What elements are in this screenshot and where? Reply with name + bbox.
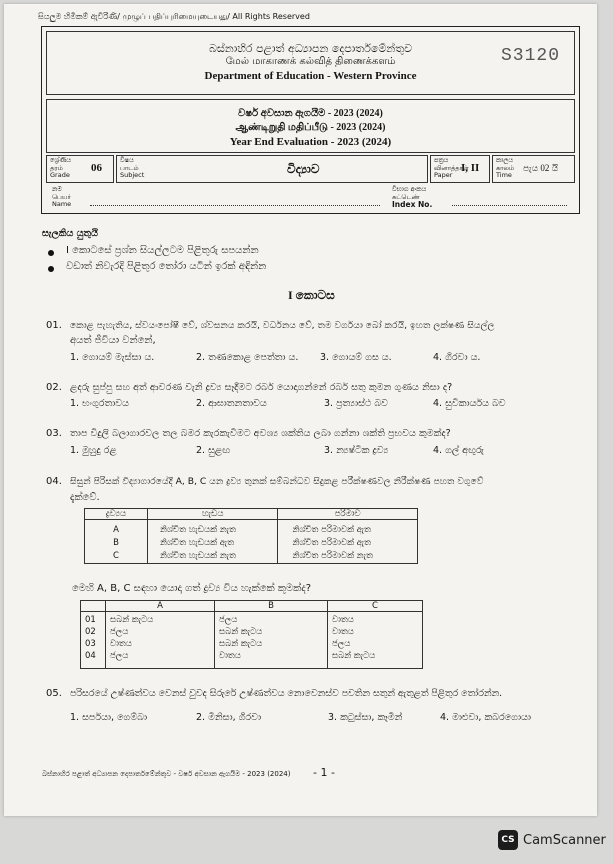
grade-label-en: Grade	[50, 171, 70, 179]
paper-code: S3120	[500, 46, 560, 66]
subject-label-si: විෂය	[120, 156, 134, 164]
instructions-title: සැලකිය යුතුයි	[42, 228, 98, 239]
grade-value: 06	[91, 162, 102, 174]
q4-sub-question: මෙහි A, B, C සඳහා යොදා ගත් ද්‍රව්‍ය විය හැක්කේ කුමක්ද?	[72, 583, 312, 594]
cell-text: C	[113, 551, 119, 561]
name-field[interactable]	[90, 205, 380, 206]
name-label	[52, 186, 71, 209]
table-cell	[85, 520, 148, 564]
name-label-ta: பெயர்	[52, 192, 71, 201]
cell-text: ජලය	[332, 639, 351, 649]
q4-options-table	[80, 600, 423, 669]
q1-option-2[interactable]: 2. තණකොළ පෙත්තා ය.	[196, 352, 299, 363]
time-value: පැය 02 යි	[523, 163, 559, 173]
page-number: - 1 -	[313, 766, 335, 779]
q1-option-1[interactable]: 1. ගොයම් මැස්සා ය.	[70, 352, 155, 363]
index-field[interactable]	[452, 205, 567, 206]
q2-option-1[interactable]: 1. භංගුරතාවය	[70, 398, 130, 409]
q3-option-3[interactable]: 3. න්‍යෂ්ටික ද්‍රව්‍ය	[324, 445, 389, 456]
q5-number: 05.	[46, 688, 62, 699]
subject-box	[116, 155, 428, 183]
dept-sinhala: බස්නාහිර පළාත් අධ්‍යාපන දෙපාර්තමේන්තුව	[208, 42, 413, 55]
cell-text: වාතය	[332, 615, 354, 625]
q5-option-3[interactable]: 3. කටුස්සා, කෑමීන්	[328, 712, 403, 723]
subject-value: විද්‍යාව	[287, 162, 320, 176]
q2-option-3[interactable]: 3. ප්‍රත්‍යාස්ථ බව	[324, 398, 388, 409]
index-label-si: විභාග අංකය	[392, 185, 427, 193]
cell-text: නිශ්චිත පරිමාවක් ඇත	[292, 525, 371, 535]
header-block	[41, 26, 580, 214]
cell-text: වාතය	[219, 651, 241, 661]
paper-value: I, II	[461, 162, 480, 174]
cell-text: නිශ්චිත පරිමාවක් නැත	[292, 551, 373, 561]
option-number[interactable]: 03	[85, 639, 96, 649]
footer-text: බස්නාහිර පළාත් අධ්‍යාපන දෙපාර්තමේන්තුව - වර්ෂ අවසාන ඇගයීම - 2023 (2024)	[42, 770, 291, 778]
cell-text: සබන් කැටය	[110, 615, 154, 625]
table-header-row	[81, 601, 423, 612]
index-label-ta: சுட்டெண்	[392, 192, 420, 201]
dept-english: Department of Education - Western Province	[204, 70, 417, 82]
table-header: B	[215, 601, 328, 612]
q4-number: 04.	[46, 476, 62, 487]
table-header: ද්‍රව්‍යය	[85, 509, 148, 520]
camscanner-watermark	[498, 830, 606, 850]
cell-text: B	[113, 538, 119, 548]
grade-label-ta: தரம்	[50, 163, 63, 172]
cell-text: සබන් කැටය	[219, 639, 263, 649]
cell-text: නිශ්චිත හැඩයක් ඇත	[160, 538, 235, 548]
eval-english: Year End Evaluation - 2023 (2024)	[229, 136, 392, 148]
eval-tamil: ஆண்டிறுதி மதிப்பீடு - 2023 (2024)	[235, 122, 386, 133]
grade-label-si: ශ්‍රේණිය	[50, 156, 72, 164]
q2-option-2[interactable]: 2. ආඝාතනතාවය	[196, 398, 267, 409]
grade-box	[46, 155, 114, 183]
q1-number: 01.	[46, 320, 62, 331]
dept-tamil: மேல் மாகாணக் கல்வித் திணைக்களம்	[225, 56, 396, 67]
paper-label-en: Paper	[434, 171, 453, 179]
instruction-2: වඩාත් නිවැරදි පිළිතුර තෝරා යටින් ඉරක් අඳින්න	[66, 261, 267, 272]
index-label-en: Index No.	[392, 200, 433, 209]
q3-line1: තාප විදුලි බලාගාරවල තල බමර කැරකැවීමට අවශ්‍ය ශක්තිය ලබා ගන්නා ශක්ති ප්‍රභවය කුමක්ද?	[70, 428, 451, 439]
table-cell	[81, 612, 106, 669]
table-row	[85, 520, 418, 564]
table-header: A	[106, 601, 215, 612]
time-box	[492, 155, 575, 183]
rights-notice: සියලුම හිමිකම් ඇවිරිණි/ முழுப் பதிப்புரிமையுடையது/ All Rights Reserved	[38, 12, 310, 21]
cell-text: නිශ්චිත හැඩයක් නැත	[160, 525, 236, 535]
cell-text: ජලය	[110, 627, 129, 637]
q5-line1: පරිසරයේ උෂ්ණත්වය වෙනස් වුවද සිරුරේ උෂ්ණත්වය නොවෙනස්ව පවතින සතුන් ඇතුළත් පිළිතුර තෝරන්න.	[70, 688, 503, 699]
paper-label-si: පත්‍රය	[434, 156, 449, 164]
q4-line1: සිසුන් පිරිසක් විද්‍යාගාරයේදී A, B, C යන ද්‍රව්‍ය තුනක් සම්බන්ධව සිදුකළ පරීක්ෂණවල නිරීක්ෂණ පහත වගුවේ	[70, 476, 484, 487]
q4-observation-table	[84, 508, 418, 564]
section-title: I කොටස	[288, 288, 335, 302]
table-cell	[148, 520, 278, 564]
option-number[interactable]: 02	[85, 627, 96, 637]
q5-option-2[interactable]: 2. මිනිසා, ගිරවා	[196, 712, 262, 723]
table-cell	[328, 612, 423, 669]
cell-text: වාතය	[110, 639, 132, 649]
paper-box	[430, 155, 490, 183]
time-label-ta: காலம்	[496, 163, 515, 172]
q1-option-3[interactable]: 3. ගොයම් ගස ය.	[320, 352, 392, 363]
time-label-en: Time	[496, 171, 512, 179]
q2-option-4[interactable]: 4. සුවිකාර්යය බව	[433, 398, 506, 409]
table-row	[81, 612, 423, 669]
q5-option-4[interactable]: 4. මාළුවා, කබරගොයා	[440, 712, 532, 723]
evaluation-box	[46, 99, 575, 153]
table-cell	[106, 612, 215, 669]
cell-text: සබන් කැටය	[219, 627, 263, 637]
table-header: C	[328, 601, 423, 612]
cell-text: ජලය	[110, 651, 129, 661]
table-header: පරිමාව	[278, 509, 418, 520]
index-label	[392, 186, 432, 209]
q3-option-1[interactable]: 1. මුහුදු රළ	[70, 445, 117, 456]
department-box	[46, 31, 575, 95]
q2-line1: ළදරු සුප්පු සහ අත් ආවරණ වැනි ද්‍රව්‍ය සෑදීමට රබර් යොදාගන්නේ රබර් සතු කුමන ගුණය නිසා ද?	[70, 382, 453, 393]
option-number[interactable]: 01	[85, 615, 96, 625]
instruction-1: I කොටසේ ප්‍රශ්න සියල්ලටම පිළිතුරු සපයන්න	[66, 245, 259, 256]
bullet-icon	[48, 250, 54, 256]
q3-option-4[interactable]: 4. ගල් අඟුරු	[433, 445, 484, 456]
cell-text: නිශ්චිත පරිමාවක් ඇත	[292, 538, 371, 548]
q3-option-2[interactable]: 2. සුළඟ	[196, 445, 231, 456]
camscanner-logo-icon: CS	[498, 830, 518, 850]
bullet-icon	[48, 266, 54, 272]
name-label-si: නම	[52, 185, 62, 193]
q5-option-1[interactable]: 1. සර්පයා, ගෙම්බා	[70, 712, 148, 723]
q2-number: 02.	[46, 382, 62, 393]
table-cell	[215, 612, 328, 669]
option-number[interactable]: 04	[85, 651, 96, 661]
q4-line2: දැක්වේ.	[70, 492, 100, 503]
paper-label-ta: வினாத்தாள்	[434, 163, 469, 172]
q1-option-4[interactable]: 4. ගිරවා ය.	[433, 352, 481, 363]
q1-line2: අයත් ජීවියා වන්නේ,	[70, 335, 156, 346]
cell-text: A	[113, 525, 119, 535]
time-label-si: කාලය	[496, 156, 514, 164]
cell-text: නිශ්චිත හැඩයක් නැත	[160, 551, 236, 561]
name-label-en: Name	[52, 200, 72, 208]
q3-number: 03.	[46, 428, 62, 439]
table-header-row	[85, 509, 418, 520]
cell-text: සබන් කැටය	[332, 651, 376, 661]
cell-text: වාතය	[332, 627, 354, 637]
table-header	[81, 601, 106, 612]
table-cell	[278, 520, 418, 564]
table-header: හැඩය	[148, 509, 278, 520]
subject-label-en: Subject	[120, 171, 145, 179]
eval-sinhala: වර්ෂ අවසාන ඇගයීම - 2023 (2024)	[238, 108, 383, 119]
q1-line1: කොළ පැහැතිය, ස්වයංපෝෂී වේ, ශ්වසනය කරයි, වර්ධනය වේ, තම වර්ගයා බෝ කරයි, ඉහත ලක්ෂණ සියල්ල	[70, 320, 495, 331]
cell-text: ජලය	[219, 615, 238, 625]
camscanner-text: CamScanner	[523, 832, 606, 848]
subject-label-ta: பாடம்	[120, 163, 139, 172]
